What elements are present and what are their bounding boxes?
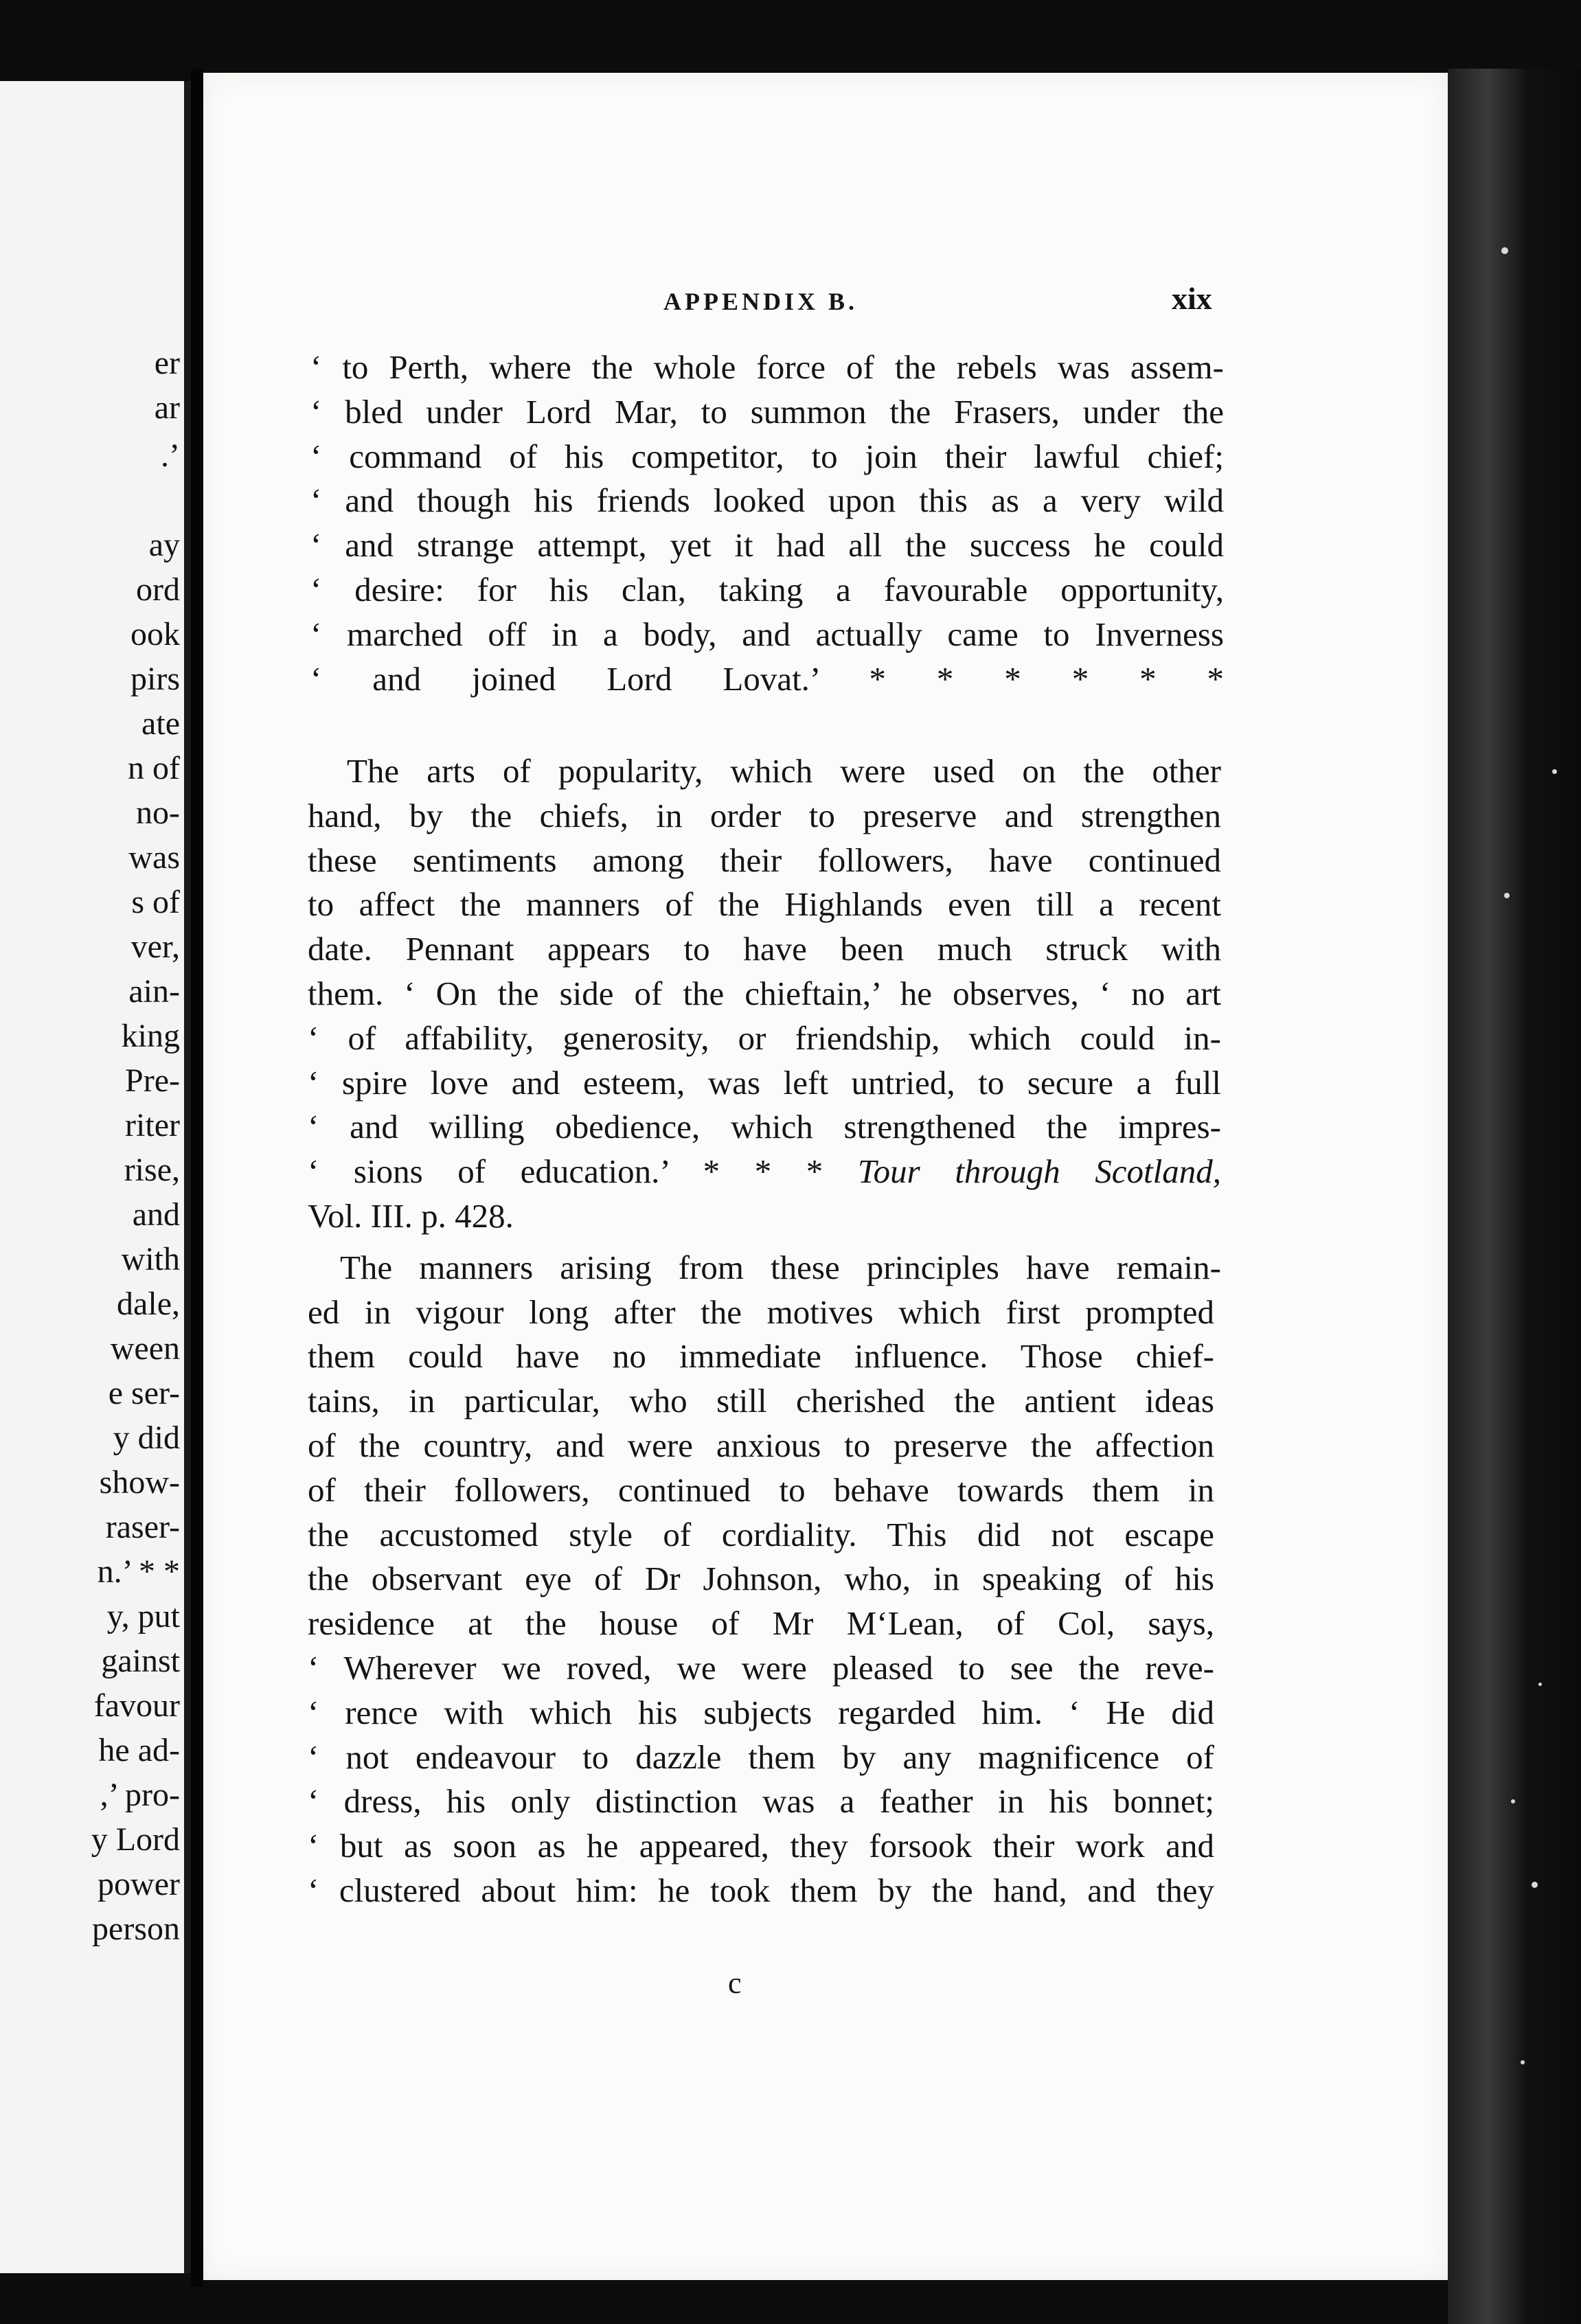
left-page-fragment: no- (136, 795, 180, 831)
left-page-fragment: n.’ * * (97, 1553, 180, 1590)
left-page-fragment: power (98, 1866, 180, 1902)
left-page-fragment: favour (93, 1687, 180, 1724)
text-line: ‘ bled under Lord Mar, to summon the Frasers, under the (310, 392, 1224, 431)
text-line: ‘ not endeavour to dazzle them by any magnificence of (308, 1738, 1214, 1776)
left-page-fragment: person (92, 1911, 180, 1947)
left-page-fragment: gainst (101, 1643, 180, 1679)
text-line: the accustomed style of cordiality. This did not escape (308, 1515, 1214, 1553)
text-line: hand, by the chiefs, in order to preserve and strengthen (308, 796, 1221, 834)
left-page-fragment: y did (113, 1420, 180, 1456)
left-page-fragment: ain- (128, 973, 180, 1010)
left-page-fragment: dale, (117, 1286, 180, 1322)
citation-prefix: ‘ sions of education.’ * * * (308, 1152, 858, 1191)
left-page-fragment: ay (148, 527, 180, 563)
left-page-fragment: rise, (124, 1152, 180, 1188)
left-page-fragment: show- (99, 1464, 180, 1501)
left-page-fragment: ate (141, 705, 180, 742)
text-line: ‘ to Perth, where the whole force of the rebels was assem- (310, 348, 1224, 386)
left-page-fragment: Pre- (125, 1062, 180, 1099)
text-line: them could have no immediate influence. Those chief- (308, 1337, 1214, 1376)
edge-speck (1521, 2060, 1525, 2064)
text-line: to affect the manners of the Highlands even till a recent (308, 885, 1221, 924)
citation-title: Tour through Scotland, (857, 1152, 1221, 1191)
left-page-fragment: s of (131, 884, 180, 920)
text-line: residence at the house of Mr M‘Lean, of Col, says, (308, 1604, 1214, 1643)
left-page-fragment: king (121, 1018, 180, 1054)
running-head: APPENDIX B. (663, 288, 858, 315)
text-line: ‘ of affability, generosity, or friendship, which could in- (308, 1018, 1221, 1057)
text-line: ‘ and willing obedience, which strengthened the impres- (308, 1108, 1221, 1146)
text-line: of their followers, continued to behave towards them in (308, 1470, 1214, 1509)
text-line: ‘ desire: for his clan, taking a favourable opportunity, (310, 571, 1224, 608)
book-gutter (191, 69, 203, 2287)
left-page-fragment: ween (110, 1330, 180, 1367)
text-line: date. Pennant appears to have been much struck with (308, 930, 1221, 968)
edge-speck (1511, 1799, 1515, 1803)
signature-mark: c (728, 1966, 742, 2000)
text-line: ‘ dress, his only distinction was a feather in his bonnet; (308, 1782, 1214, 1821)
left-page-fragment: riter (125, 1107, 180, 1143)
text-line: ‘ rence with which his subjects regarded him. ‘ He did (308, 1693, 1214, 1731)
left-page-fragment: ord (136, 571, 180, 608)
left-page-fragment: e ser- (108, 1375, 180, 1411)
edge-speck (1532, 1882, 1538, 1888)
text-line: ‘ command of his competitor, to join their lawful chief; (310, 437, 1224, 475)
left-page-fragment: .’ (161, 437, 180, 474)
text-line: ‘ but as soon as he appeared, they forsook their work and (308, 1827, 1214, 1865)
left-page-fragment: was (128, 839, 180, 876)
left-page-fragment: y Lord (91, 1821, 180, 1858)
left-page-fragment: with (121, 1241, 180, 1277)
left-page-fragment: n of (128, 750, 180, 786)
text-line: of the country, and were anxious to preserve the affection (308, 1426, 1214, 1464)
text-line: them. ‘ On the side of the chieftain,’ he observes, ‘ no art (308, 975, 1221, 1012)
left-page-fragment: ar (154, 389, 180, 426)
text-line: ‘ and strange attempt, yet it had all the success he could (310, 526, 1224, 565)
text-line: The manners arising from these principles have remain- (340, 1248, 1221, 1286)
left-page-fragment: and (132, 1196, 180, 1233)
text-line: these sentiments among their followers, have continued (308, 841, 1221, 879)
text-line: ‘ and joined Lord Lovat.’ * * * * * * (310, 659, 1224, 698)
text-line: ‘ spire love and esteem, was left untried, to secure a full (308, 1063, 1221, 1102)
edge-speck (1538, 1683, 1542, 1686)
left-page-fragment: pirs (130, 661, 180, 697)
text-line: The arts of popularity, which were used on the other (347, 752, 1221, 790)
edge-speck (1501, 247, 1508, 254)
left-page-fragment: ver, (130, 929, 180, 965)
left-page-fragment: y, put (106, 1598, 180, 1634)
text-line: ‘ Wherever we roved, we were pleased to see the reve- (308, 1649, 1214, 1687)
text-line: ed in vigour long after the motives which first prompted (308, 1292, 1214, 1331)
left-page-fragment: er (154, 345, 180, 381)
left-page-fragment: ook (130, 616, 180, 652)
text-line: the observant eye of Dr Johnson, who, in speaking of his (308, 1560, 1214, 1598)
text-line: ‘ and though his friends looked upon this as a very wild (310, 481, 1224, 520)
previous-page-strip (0, 81, 191, 2273)
page-number: xix (1172, 281, 1212, 316)
edge-speck (1504, 893, 1510, 898)
text-line: tains, in particular, who still cherished the antient ideas (308, 1382, 1214, 1420)
book-edge (1448, 69, 1581, 2324)
citation-line (308, 1152, 1221, 1191)
text-line: ‘ clustered about him: he took them by the hand, and they (308, 1871, 1214, 1909)
left-page-fragment: raser- (105, 1509, 180, 1545)
left-page-fragment: he ad- (98, 1732, 180, 1768)
edge-speck (1552, 769, 1557, 774)
text-line: ‘ marched off in a body, and actually came to Inverness (310, 615, 1224, 653)
left-page-fragment: ,’ pro- (100, 1777, 180, 1813)
text-line: Vol. III. p. 428. (308, 1197, 514, 1235)
